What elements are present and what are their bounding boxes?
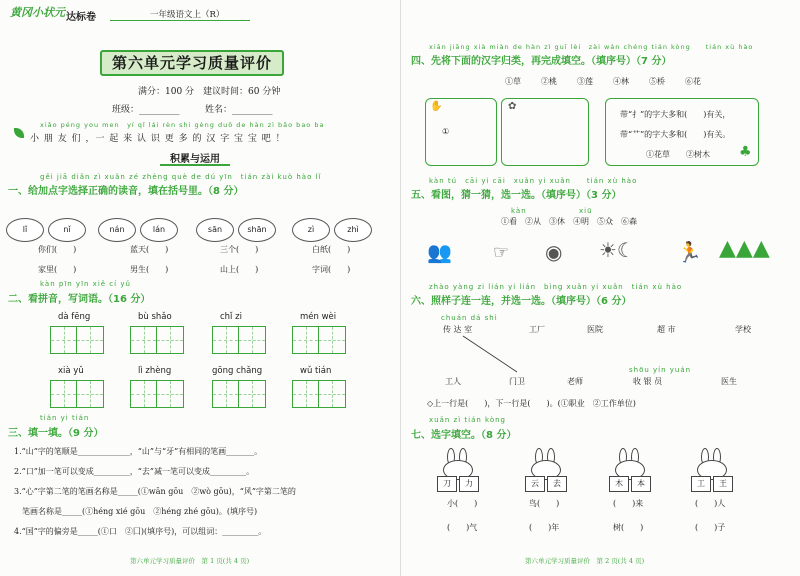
writing-grid[interactable] [212,380,266,408]
q2-pinyin: kàn pīn yīn xiě cí yǔ [40,280,131,288]
q4-box-marker: ① [442,127,450,136]
page-footer: 第六单元学习质量评价 第 1 页(共 4 页) [130,557,250,565]
q7-blank[interactable]: ( )人 [695,499,726,508]
rabbit-tag: 木 [609,476,629,492]
q2-word-pinyin: chǐ zi [220,312,242,322]
q7-blank[interactable]: ( )年 [529,523,560,532]
right-page [400,0,800,576]
q6-mid-pinyin: shōu yín yuán [629,366,692,374]
page-title: 第六单元学习质量评价 [100,50,284,76]
q4-char: ⑤桥 [649,77,665,86]
rabbit-tag: 王 [713,476,733,492]
q1-item: 你们( ) [38,245,77,254]
q2-word-pinyin: lì zhèng [138,366,172,376]
rabbit-tag: 刀 [437,476,457,492]
q4-char: ⑥花 [685,77,701,86]
q3-item: 4.“国”字的偏旁是_____(①口 ②囗)(填序号)，可以组词：_________。 [14,527,267,536]
q4-char: ③莲 [577,77,593,86]
q2-word-pinyin: dà fēng [58,312,91,322]
q6-top-item: 学校 [735,325,751,334]
writing-grid[interactable] [292,326,346,354]
hand-icon: ✋ [430,101,443,112]
q7-blank[interactable]: 树( ) [613,523,644,532]
q7-blank[interactable]: ( )气 [447,523,478,532]
q1-title: 一、给加点字选择正确的读音，填在括号里。（8 分） [8,186,244,197]
q2-word-pinyin: gōng chǎng [212,366,263,376]
q4-char: ①草 [505,77,521,86]
q4-line1: 带“扌”的字大多和( )有关， [620,110,731,119]
q1-item: 男生( ) [130,265,169,274]
q6-top-item: 超 市 [657,325,676,334]
q1-item: 白纸( ) [312,245,351,254]
pinyin-cloud: zì [292,218,330,242]
q7-blank[interactable]: 鸟( ) [529,499,560,508]
rabbit-tag: 力 [459,476,479,492]
q6-bottom-item: 工人 [445,377,461,386]
q1-item: 三个( ) [220,245,259,254]
q7-blank[interactable]: 小( ) [447,499,478,508]
hand-shade-icon: ☞ [493,242,510,263]
rabbit-tag: 工 [691,476,711,492]
q6-top-item: 工厂 [529,325,545,334]
rabbit-tag: 云 [525,476,545,492]
q3-item: 2.“口”加一笔可以变成_________，“去”减一笔可以变成_________。 [14,467,254,476]
q5-title: 五、看图，猜一猜，选一选。（填序号）（3 分） [411,190,622,201]
q6-bottom-item: 收 银 员 [633,377,663,386]
writing-grid[interactable] [212,326,266,354]
pinyin-cloud: sān [196,218,234,242]
q7-blank[interactable]: ( )子 [695,523,726,532]
q6-bottom-item: 门卫 [509,377,525,386]
class-field[interactable]: 班级：_________ [112,105,180,115]
section-subheading: 积累与运用 [160,150,230,166]
q6-bottom-item: 医生 [721,377,737,386]
brand-subtitle: 达标卷 [66,12,96,23]
writing-grid[interactable] [50,326,104,354]
q4-char: ②桃 [541,77,557,86]
q4-options: ①花草 ②树木 [646,150,710,159]
writing-grid[interactable] [130,326,184,354]
q6-pinyin: zhào yàng zi lián yi lián bìng xuǎn yi xuǎn tián xù hào [429,283,683,291]
q2-word-pinyin: mén wèi [300,312,337,322]
q5-choices: ①看 ②从 ③休 ④明 ⑤众 ⑥森 [501,217,637,226]
q2-title: 二、看拼音，写词语。（16 分） [8,294,151,305]
q7-blank[interactable]: ( )来 [613,499,644,508]
sun-moon-icon: ☀☾ [599,238,635,262]
q2-word-pinyin: xià yǔ [58,366,84,376]
q2-word-pinyin: bù shǎo [138,312,172,322]
leaf-icon [14,128,24,138]
header-rule [110,20,250,21]
palm-tree-icon: ♣ [739,144,752,160]
writing-grid[interactable] [130,380,184,408]
score-time: 满分：100 分 建议时间：60 分钟 [138,87,281,97]
q5-kan-pinyin: kàn [511,207,527,215]
eye-icon: ◉ [545,240,563,264]
intro-pinyin: xiǎo péng you men yí qǐ lái rèn shi gèng duō de hàn zì bǎo bao ba [40,121,325,129]
page-footer: 第六单元学习质量评价 第 2 页(共 4 页) [525,557,645,565]
q3-item: 1.“山”字的笔顺是_____________，“山”与“牙”有相同的笔画_______。 [14,447,263,456]
q4-title: 四、先将下面的汉字归类，再完成填空。（填序号）（7 分） [411,56,672,67]
pinyin-cloud: lǐ [6,218,44,242]
rabbit-tag: 本 [631,476,651,492]
q7-title: 七、选字填空。（8 分） [411,430,517,441]
q1-pinyin: gěi jiā diǎn zì xuǎn zé zhèng què de dú yīn tián zài kuò hào lǐ [40,173,322,181]
grass-icon: ✿ [508,101,517,112]
pinyin-cloud: nǐ [48,218,86,242]
q6-top-pinyin: chuán dá shì [441,314,498,322]
q4-pinyin: xiān jiāng xià miàn de hàn zì guī lèi zài wán chéng tián kòng tián xù hào [429,43,754,51]
q3-item: 笔画名称是_____(①héng xié gōu ②héng zhé gōu)。(填序号) [14,507,258,516]
writing-grid[interactable] [50,380,104,408]
pinyin-cloud: lán [140,218,178,242]
running-people-icon: 🏃 [677,240,702,264]
q5-xiu-pinyin: xiū [579,207,593,215]
q2-word-pinyin: wǔ tián [300,366,332,376]
grade-label: 一年级语文上（R） [150,10,225,20]
q4-line2: 带“艹”的字大多和( )有关。 [620,130,731,139]
q1-item: 山上( ) [220,265,259,274]
rabbit-tag: 去 [547,476,567,492]
q7-pinyin: xuǎn zì tián kòng [429,416,506,424]
writing-grid[interactable] [292,380,346,408]
q6-bottom-item: 老师 [567,377,583,386]
intro-text: 小 朋 友 们 ，一 起 来 认 识 更 多 的 汉 字 宝 宝 吧 ！ [30,134,286,144]
pinyin-cloud: zhì [334,218,372,242]
q3-title: 三、填一填。（9 分） [8,428,104,439]
q1-item: 字词( ) [312,265,351,274]
pinyin-cloud: shān [238,218,276,242]
q1-item: 家里( ) [38,265,77,274]
forest-icon: ▲▲▲ [719,236,770,261]
q4-char: ④林 [613,77,629,86]
q3-item: 3.“心”字第二笔的笔画名称是_____(①wān gōu ②wò gōu)，“风”字第二笔的 [14,487,296,496]
q5-pinyin: kàn tú cāi yi cāi xuǎn yi xuǎn tián xù hào [429,177,638,185]
brand-logo: 黄冈小状元 [10,6,65,19]
q1-item: 蓝天( ) [130,245,169,254]
name-field[interactable]: 姓名：_________ [205,105,273,115]
q6-top-item: 传 达 室 [443,325,473,334]
q6-top-item: 医院 [587,325,603,334]
pinyin-cloud: nán [98,218,136,242]
people-icon: 👥 [427,240,452,264]
q3-pinyin: tián yi tián [40,414,90,422]
q6-note: ◇上一行是( )，下一行是( )。(①职业 ②工作单位) [427,399,636,408]
q6-title: 六、照样子连一连，并选一选。（填序号）（6 分） [411,296,632,307]
